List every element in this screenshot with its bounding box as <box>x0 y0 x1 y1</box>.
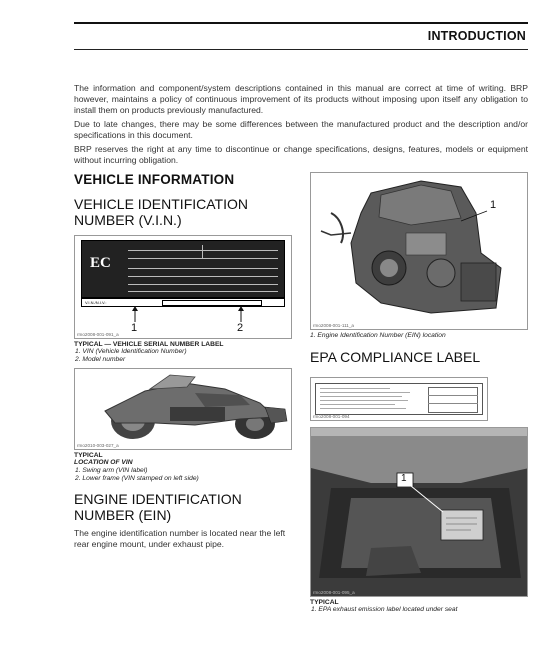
epa-seat-figure <box>310 427 528 597</box>
intro-paragraph-3: BRP reserves the right at any time to discontinue or change specifications, designs, features, models or equipment without incurring obligation. <box>74 144 528 165</box>
vin-callout-arrows <box>75 236 292 339</box>
caption-title: TYPICAL <box>310 599 339 606</box>
seat-caption <box>310 599 530 614</box>
vin-caption <box>74 341 294 364</box>
engine-caption-item: 1. Engine Identification Number (EIN) location <box>310 332 446 339</box>
caption-title: TYPICAL <box>74 452 103 459</box>
caption-item: 1. VIN (Vehicle Identification Number) <box>75 348 187 355</box>
caption-title: TYPICAL — VEHICLE SERIAL NUMBER LABEL <box>74 341 224 348</box>
figure-id: rmo2008-001-091_a <box>77 332 119 337</box>
intro-paragraph-2: Due to late changes, there may be some differences between the manufactured product and the description and/or specifications in this document. <box>74 119 528 140</box>
caption-item: 1. EPA exhaust emission label located under seat <box>311 606 458 613</box>
vin-location-figure <box>74 368 292 450</box>
header-rule <box>74 22 528 24</box>
page-title: INTRODUCTION <box>427 29 526 43</box>
left-column <box>74 172 294 550</box>
vin-heading: VEHICLE IDENTIFICATION NUMBER (V.I.N.) <box>74 196 248 228</box>
epa-heading: EPA COMPLIANCE LABEL <box>310 349 481 365</box>
right-column <box>310 172 530 614</box>
caption-item: 1. Swing arm (VIN label) <box>75 467 148 474</box>
callout-1: 1 <box>131 322 138 334</box>
caption-subtitle: LOCATION OF VIN <box>74 459 133 466</box>
caption-item: 2. Model number <box>75 356 126 363</box>
under-seat-image <box>311 428 528 597</box>
epa-label-image <box>315 383 483 415</box>
figure-id: rmo2008-001-095_a <box>313 590 355 595</box>
vin-label-figure <box>74 235 292 339</box>
vehicle-information-heading: VEHICLE INFORMATION <box>74 172 235 187</box>
epa-label-figure <box>310 377 488 421</box>
intro-paragraph-1: The information and component/system descriptions contained in this manual are correct at time of writing. BRP however, maintains a policy of continuous improvement of its products without imposing upon itself any obligation to install them on products previously manufactured. <box>74 83 528 115</box>
location-caption <box>74 452 294 483</box>
figure-id: rmo2010-003-027_a <box>77 443 119 448</box>
vin-strip: V.I.N./N.I.V.: <box>81 298 285 307</box>
ein-heading: ENGINE IDENTIFICATION NUMBER (EIN) <box>74 491 242 523</box>
figure-id: rmo2008-001-111_a <box>313 323 354 328</box>
callout-2: 2 <box>237 322 244 334</box>
callout-1: 1 <box>490 199 497 211</box>
engine-image <box>311 173 528 330</box>
ein-body: The engine identification number is located near the left rear engine mount, under exhaust pipe. <box>74 528 286 549</box>
callout-1: 1 <box>401 473 407 484</box>
spyder-vehicle-image <box>75 369 292 450</box>
caption-item: 2. Lower frame (VIN stamped on left side) <box>75 475 199 482</box>
ec-mark-icon: EC <box>90 255 111 271</box>
intro-section <box>74 83 528 169</box>
engine-figure <box>310 172 528 330</box>
header-divider <box>74 49 528 50</box>
figure-id: rmo2008-001-094 <box>313 414 350 419</box>
